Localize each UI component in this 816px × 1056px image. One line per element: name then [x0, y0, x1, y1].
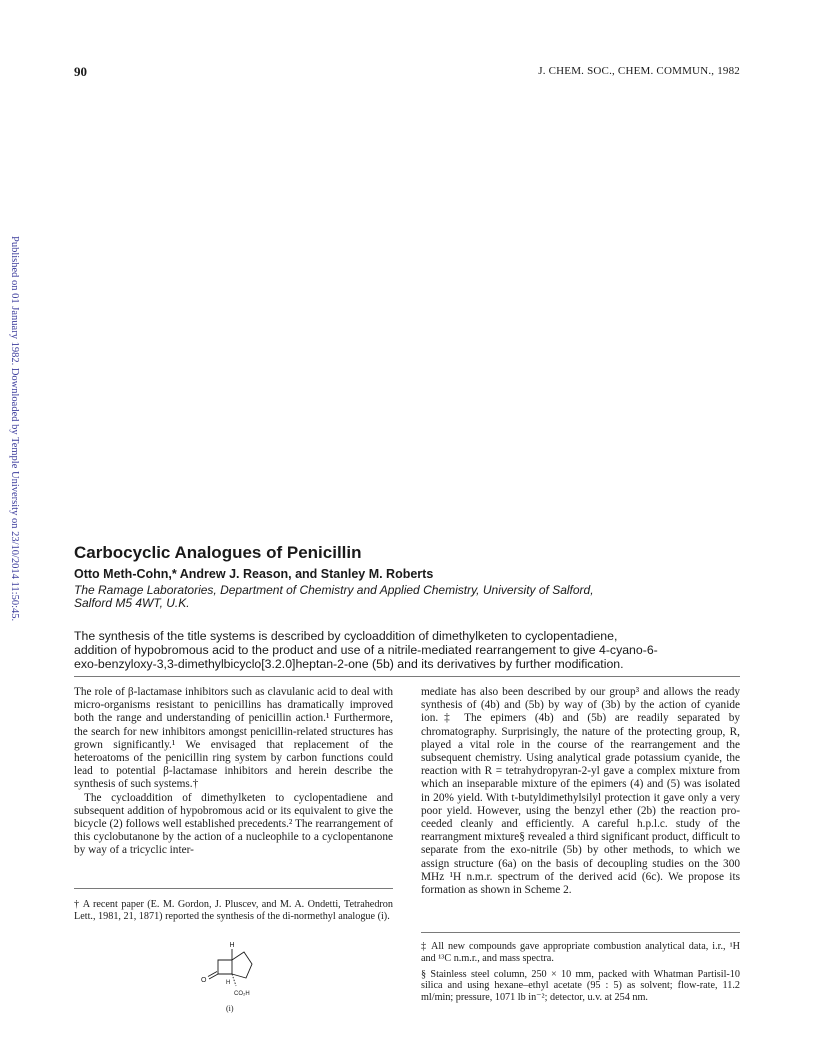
- body-paragraph: The role of β-lactamase inhibitors such as clavulanic acid to deal with micro-organisms resistant to penicillins has dramatically improved both the range and understanding of penicillin action.¹ Furthermore, the search for new inhibitors amongst penicillin-related structures has grown significantly.¹ We envisaged that replacement of the heteroatoms of the penicillin ring system by carbon functions could lead to potential β-lactamase inhibitors and herein describe the synthesis of such systems.†: [74, 686, 393, 791]
- carboxyl-bond: [232, 974, 236, 986]
- atom-oxygen: O: [201, 977, 207, 984]
- footnote-section: § Stainless steel column, 250 × 10 mm, packed with Whatman Partisil-10 silica and using hexane–ethyl acetate (95 : 5) as solvent; flow-rate, 11.2 ml/min; pressure, 1071 lb in⁻²; detector, u.v. at 254 nm.: [421, 968, 740, 1004]
- footnotes-left: [74, 899, 393, 927]
- footnote-divider-left: [74, 888, 393, 889]
- affiliation-line-1: The Ramage Laboratories, Department of Chemistry and Applied Chemistry, University of Salford,: [74, 583, 594, 597]
- footnotes-right: [421, 941, 740, 1008]
- atom-h-top: H: [229, 942, 235, 949]
- bicyclic-structure-diagram: [196, 934, 276, 1018]
- download-watermark[interactable]: Published on 01 January 1982. Downloaded by Temple University on 23/10/2014 11:50:45.: [9, 236, 20, 622]
- journal-header: J. CHEM. SOC., CHEM. COMMUN., 1982: [538, 65, 740, 77]
- cyclobutane-ring: [218, 960, 232, 974]
- body-paragraph: The cycloaddition of dimethylketen to cyclopentadiene and subsequent addition of hypobromous acid or its equivalent to give the bicycle (2) follows well established precedents.² The rearrangement of this cyclobutanone by the action of a nucleophile to a cyclopentanone by way of a tricyclic inter-: [74, 791, 393, 857]
- body-paragraph: mediate has also been described by our group³ and allows the ready synthesis of (4b) and (5b) by way of (3b) by the action of cyanide ion.‡ The epimers (4b) and (5b) are readily separated by chromatography. Surprisingly, the nature of the protecting group, R, played a vital role in the course of the rearrangement and the subsequent chemistry. Using analytical grade potassium cyanide, the reaction with R = tetrahydropyran-2-yl gave a complex mixture from which an inseparable mixture of the epimers (4) and (5) was isolated in 20% yield. With t-butyldimethylsilyl protection it gave only a very poor yield. However, using the benzyl ether (2b) the reaction proceeded cleanly and efficiently. A careful h.p.l.c. study of the rearrangment mixture§ revealed a third significant product, difficult to separate from the exo-nitrile (5b) by other methods, to which we assign structure (6a) on the basis of decoupling studies on the 300 MHz ¹H n.m.r. spectrum of the derived acid (6c). We propose its formation as shown in Scheme 2.: [421, 686, 740, 897]
- abstract-line-3: exo-benzyloxy-3,3-dimethylbicyclo[3.2.0]heptan-2-one (5b) and its derivatives by further modification.: [74, 657, 624, 671]
- atom-carboxyl: CO₂H: [234, 991, 250, 997]
- structure-label: (i): [226, 1004, 234, 1013]
- page-number: 90: [74, 64, 87, 79]
- footnote-double-dagger: ‡ All new compounds gave appropriate combustion analytical data, i.r., ¹H and ¹³C n.m.r., and mass spectra.: [421, 941, 740, 964]
- cyclopentane-ring: [232, 952, 252, 978]
- article-authors: Otto Meth-Cohn,* Andrew J. Reason, and Stanley M. Roberts: [74, 567, 434, 581]
- footnote-dagger: † A recent paper (E. M. Gordon, J. Pluscev, and M. A. Ondetti, Tetrahedron Lett., 1981, 21, 1871) reported the synthesis of the di-normethyl analogue (i).: [74, 899, 393, 922]
- abstract-line-2: addition of hypobromous acid to the product and use of a nitrile-mediated rearrangement to give 4-cyano-6-: [74, 643, 658, 657]
- body-left-column: [74, 686, 393, 858]
- affiliation-line-2: Salford M5 4WT, U.K.: [74, 596, 190, 610]
- body-right-column: [421, 686, 740, 897]
- footnote-divider-right: [421, 932, 740, 933]
- affiliation: [74, 584, 674, 610]
- abstract-divider: [74, 676, 740, 677]
- abstract: [74, 629, 744, 671]
- abstract-line-1: The synthesis of the title systems is described by cycloaddition of dimethylketen to cyclopentadiene,: [74, 629, 618, 643]
- atom-h-bottom: H: [226, 980, 231, 986]
- article-title: Carbocyclic Analogues of Penicillin: [74, 543, 362, 562]
